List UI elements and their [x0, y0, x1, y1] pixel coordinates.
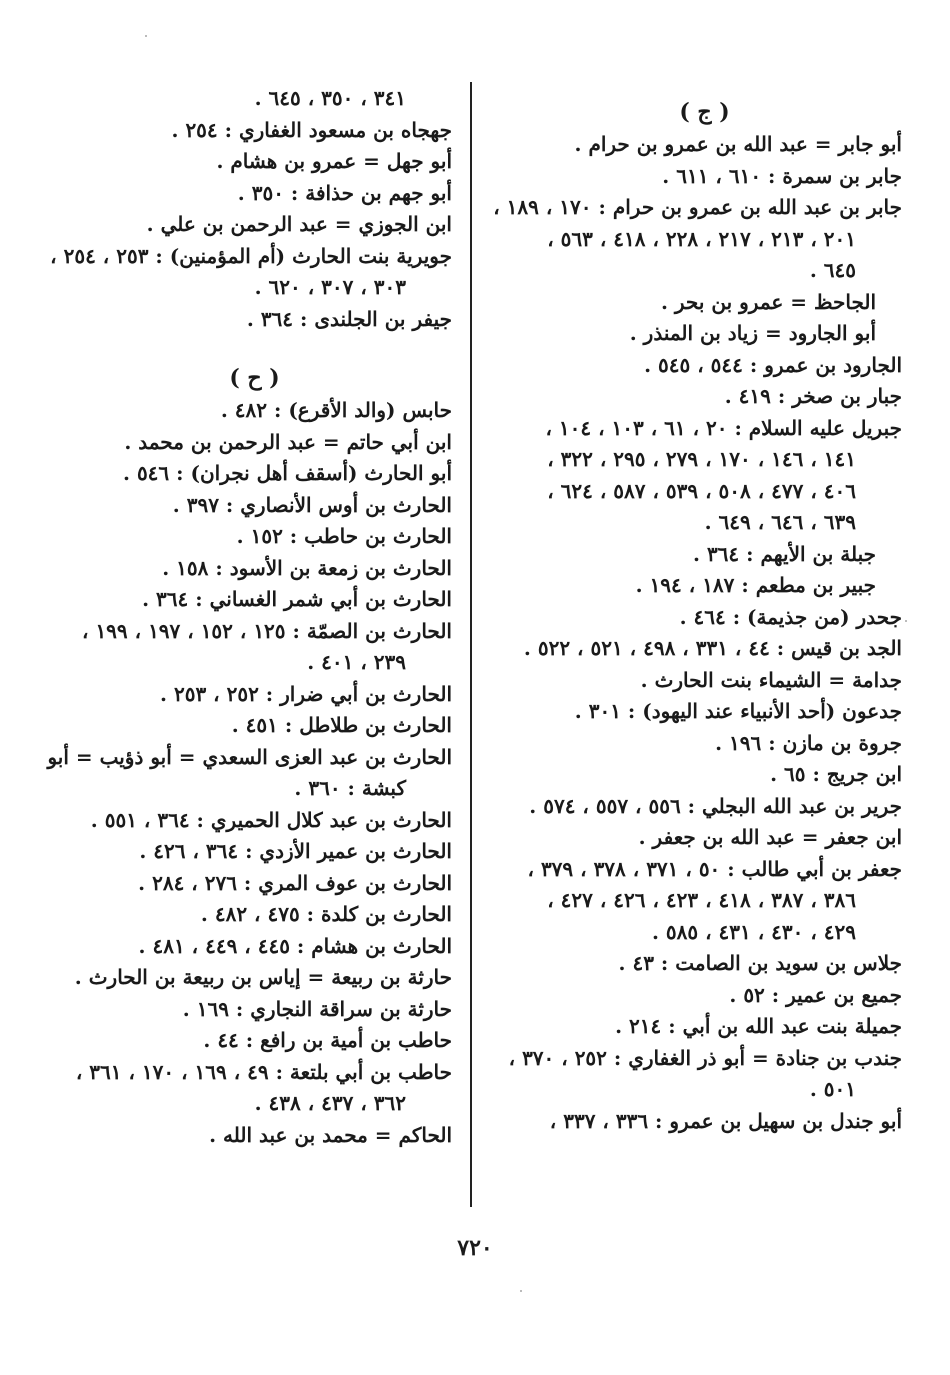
index-entry-continuation: ٦٣٩ ، ٦٤٦ ، ٦٤٩ . — [704, 510, 856, 534]
index-entry: جلاس بن سويد بن الصامت : ٤٣ . — [618, 951, 902, 975]
index-entry: جابر بن عبد الله بن عمرو بن حرام : ١٧٠ ، ١٨٩ ، — [493, 195, 902, 219]
index-entry-continuation: ٤٢٩ ، ٤٣٠ ، ٤٣١ ، ٥٨٥ . — [651, 919, 856, 944]
index-entry: حابس (والد الأقرع) : ٤٨٢ . — [220, 398, 452, 422]
index-entry-continuation: ٣٤١ ، ٣٥٠ ، ٦٤٥ . — [254, 86, 406, 110]
index-entry-continuation: ٢٣٩ ، ٤٠١ . — [307, 650, 406, 674]
index-entry: الحارث بن عوف المري : ٢٧٦ ، ٢٨٤ . — [138, 870, 452, 895]
index-entry-continuation: كبشة : ٣٦٠ . — [294, 776, 406, 800]
index-entry: أبو جهل = عمرو بن هشام . — [216, 149, 452, 173]
scan-speck — [145, 35, 147, 37]
index-entry: جدامة = الشيماء بنت الحارث . — [640, 667, 902, 692]
column-divider — [470, 82, 472, 1207]
index-entry: جندب بن جنادة = أبو ذر الغفاري : ٢٥٢ ، ٣٧٠ ، — [508, 1045, 902, 1070]
index-entry: جدعون (أحد الأنبياء عند اليهود) : ٣٠١ . — [574, 699, 902, 723]
index-entry: الحارث بن حاطب : ١٥٢ . — [236, 524, 452, 548]
index-entry-continuation: ٤٠٦ ، ٤٧٧ ، ٥٠٨ ، ٥٣٩ ، ٥٨٧ ، ٦٢٤ ، — [547, 478, 856, 503]
index-entry: جبلة بن الأيهم : ٣٦٤ . — [693, 541, 876, 566]
index-entry: ابن الجوزي = عبد الرحمن بن علي . — [146, 212, 452, 236]
index-entry: الحارث بن عمير الأزدي : ٣٦٤ ، ٤٢٦ . — [139, 839, 452, 863]
index-entry: جروة بن مازن : ١٩٦ . — [715, 730, 902, 755]
index-entry-continuation: ٥٠١ . — [809, 1077, 856, 1101]
index-entry: حارثة بن ربيعة = إياس بن ربيعة بن الحارث . — [74, 965, 452, 989]
page-number: ٧٢٠ — [457, 1235, 493, 1261]
index-entry: الحارث بن عبد العزى السعدي = أبو ذؤيب = أبو — [47, 744, 452, 769]
index-entry: جبريل عليه السلام : ٢٠ ، ٦١ ، ١٠٣ ، ١٠٤ ، — [545, 415, 902, 440]
index-entry-continuation: ٣٨٦ ، ٣٨٧ ، ٤١٨ ، ٤٢٣ ، ٤٢٦ ، ٤٢٧ ، — [547, 888, 856, 912]
index-entry: الحارث بن أبي شمر الغساني : ٣٦٤ . — [142, 587, 452, 611]
index-entry: جيفر بن الجلندى : ٣٦٤ . — [246, 306, 452, 331]
index-entry-continuation: ٢٠١ ، ٢١٣ ، ٢١٧ ، ٢٢٨ ، ٤١٨ ، ٥٦٣ ، — [547, 226, 856, 251]
index-entry-continuation: ٣٠٣ ، ٣٠٧ ، ٦٢٠ . — [254, 275, 406, 299]
index-entry: الحارث بن زمعة بن الأسود : ١٥٨ . — [162, 555, 452, 580]
index-entry: جبار بن صخر : ٤١٩ . — [724, 384, 902, 408]
index-entry: جميع بن عمير : ٥٢ . — [729, 982, 902, 1007]
index-entry: الحارث بن أبي ضرار : ٢٥٢ ، ٢٥٣ . — [160, 681, 452, 706]
index-entry: الحاكم = محمد بن عبد الله . — [209, 1122, 452, 1147]
index-entry: حاطب بن أبي بلتعة : ٤٩ ، ١٦٩ ، ١٧٠ ، ٣٦١ ، — [75, 1059, 452, 1084]
index-entry: جرير بن عبد الله البجلي : ٥٥٦ ، ٥٥٧ ، ٥٧٤ . — [529, 793, 902, 818]
index-entry-continuation: ١٤١ ، ١٤٦ ، ١٧٠ ، ٢٧٩ ، ٢٩٥ ، ٣٢٢ ، — [547, 447, 856, 471]
section-heading-ha: ( ح ) — [229, 365, 280, 391]
index-entry-continuation: ٦٤٥ . — [809, 258, 856, 282]
index-entry: جابر بن سمرة : ٦١٠ ، ٦١١ . — [662, 163, 902, 188]
section-heading-jim: ( ج ) — [679, 99, 730, 125]
index-entry: جويرية بنت الحارث (أم المؤمنين) : ٢٥٣ ، ٢٥٤ ، — [50, 243, 452, 268]
index-entry: الحارث بن طلاطل : ٤٥١ . — [231, 713, 452, 737]
index-entry: الحارث بن هشام : ٤٤٥ ، ٤٤٩ ، ٤٨١ . — [138, 933, 452, 958]
index-entry: جميلة بنت عبد الله بن أبي : ٢١٤ . — [615, 1014, 902, 1038]
index-entry: أبو جابر = عبد الله بن عمرو بن حرام . — [574, 132, 902, 156]
scan-speck — [520, 1290, 522, 1292]
index-entry: ابن جعفر = عبد الله بن جعفر . — [638, 825, 902, 849]
index-entry: الجاحظ = عمرو بن بحر . — [660, 289, 876, 314]
index-entry-continuation: ٣٦٢ ، ٤٣٧ ، ٤٣٨ . — [254, 1091, 406, 1115]
index-entry: أبو الحارث (أسقف أهل نجران) : ٥٤٦ . — [123, 461, 452, 485]
left-column — [47, 83, 452, 1151]
index-entry: أبو الجارود = زياد بن المنذر . — [629, 321, 876, 345]
index-entry: الجد بن قيس : ٤٤ ، ٣٣١ ، ٤٩٨ ، ٥٢١ ، ٥٢٢ . — [523, 636, 902, 660]
index-entry: الجارود بن عمرو : ٥٤٤ ، ٥٤٥ . — [644, 352, 902, 377]
scan-speck — [905, 620, 907, 622]
index-entry: جعفر بن أبي طالب : ٥٠ ، ٣٧١ ، ٣٧٨ ، ٣٧٩ ، — [527, 856, 902, 881]
index-entry: جبير بن مطعم : ١٨٧ ، ١٩٤ . — [635, 573, 876, 597]
index-entry: الحارث بن الصمّة : ١٢٥ ، ١٥٢ ، ١٩٧ ، ١٩٩ ، — [82, 618, 452, 643]
index-entry: الحارث بن عبد كلال الحميري : ٣٦٤ ، ٥٥١ . — [90, 807, 452, 832]
section-gap — [57, 335, 452, 361]
index-entry: الحارث بن كلدة : ٤٧٥ ، ٤٨٢ . — [200, 902, 452, 926]
index-entry: جهجاه بن مسعود الغفاري : ٢٥٤ . — [171, 117, 452, 142]
index-entry: حاطب بن أمية بن رافع : ٤٤ . — [203, 1028, 452, 1052]
index-entry: ابن جريج : ٦٥ . — [770, 762, 902, 786]
right-column — [493, 95, 902, 1137]
index-entry: أبو جهم بن حذافة : ٣٥٠ . — [237, 180, 452, 205]
index-entry: جحدر (من جذيمة) : ٤٦٤ . — [679, 604, 902, 629]
index-entry: ابن أبي حاتم = عبد الرحمن بن محمد . — [124, 429, 452, 454]
index-entry: الحارث بن أوس الأنصاري : ٣٩٧ . — [172, 492, 452, 517]
index-entry: أبو جندل بن سهيل بن عمرو : ٣٣٦ ، ٣٣٧ ، — [549, 1108, 902, 1133]
index-entry: حارثة بن سراقة النجاري : ١٦٩ . — [182, 996, 452, 1021]
